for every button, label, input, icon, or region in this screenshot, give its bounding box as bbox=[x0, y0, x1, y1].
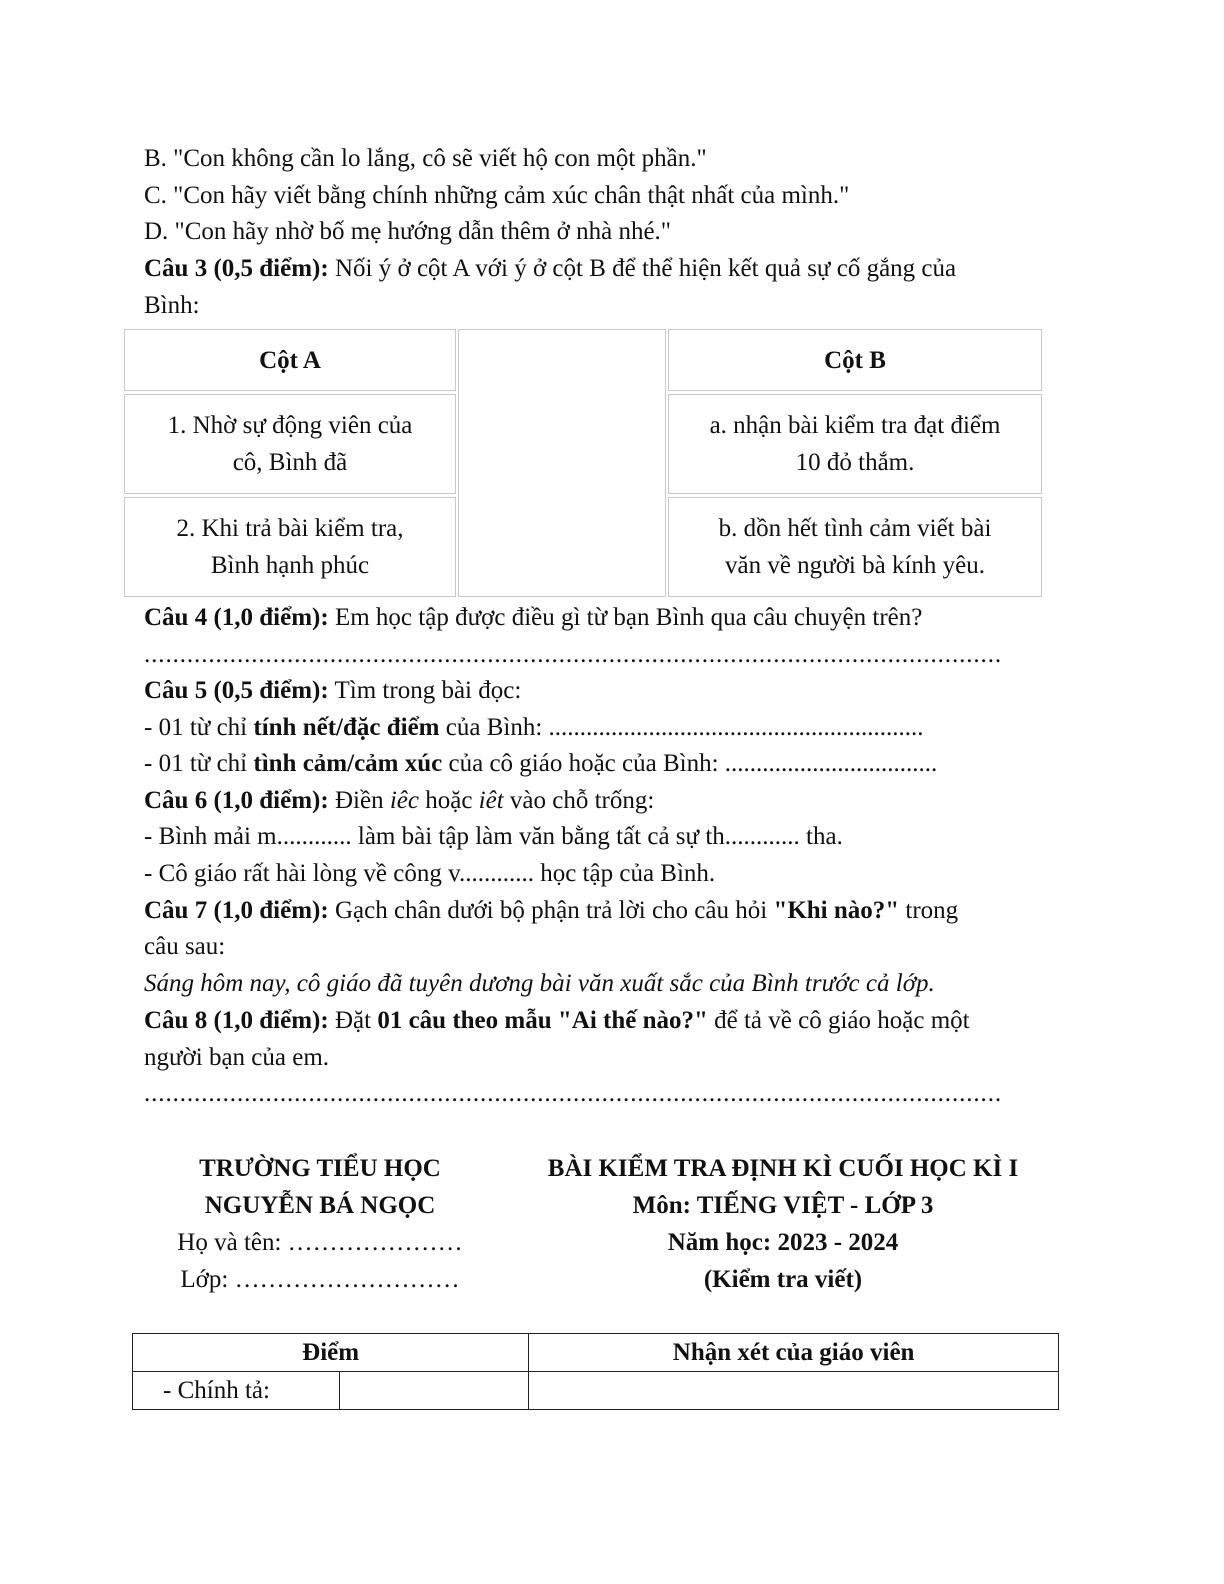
question-5-item-2 bbox=[144, 746, 937, 782]
teacher-comment-cell[interactable] bbox=[529, 1372, 1059, 1410]
question-5-text: Tìm trong bài đọc: bbox=[328, 677, 522, 704]
question-8 bbox=[144, 1003, 970, 1039]
item-prefix: - 01 từ chỉ bbox=[144, 750, 254, 777]
question-7-sentence bbox=[144, 966, 935, 1002]
question-3 bbox=[144, 251, 956, 287]
question-7-label: Câu 7 (1,0 điểm): bbox=[144, 897, 329, 924]
question-7 bbox=[144, 893, 958, 929]
option-b: B. "Con không cần lo lắng, cô sẽ viết hộ con một phần." bbox=[144, 145, 707, 172]
text: Gạch chân dưới bộ phận trả lời cho câu hỏi bbox=[328, 897, 774, 924]
text: vào chỗ trống: bbox=[503, 787, 655, 814]
score-header: Điểm bbox=[133, 1334, 529, 1372]
text: để tả về cô giáo hoặc một bbox=[707, 1007, 970, 1034]
question-3-text: Nối ý ở cột A với ý ở cột B để thể hiện kết quả sự cố gắng của bbox=[328, 255, 957, 282]
col-b-header: Cột B bbox=[668, 329, 1042, 391]
option-d: D. "Con hãy nhờ bố mẹ hướng dẫn thêm ở nhà nhé." bbox=[144, 218, 672, 245]
question-8-label: Câu 8 (1,0 điểm): bbox=[144, 1007, 329, 1034]
col-b-item-a: a. nhận bài kiểm tra đạt điểm 10 đỏ thắm. bbox=[668, 394, 1042, 494]
option-c: C. "Con hãy viết bằng chính những cảm xúc chân thật nhất của mình." bbox=[144, 182, 850, 209]
question-3-line2: Bình: bbox=[144, 292, 200, 319]
question-4 bbox=[144, 600, 922, 636]
question-6 bbox=[144, 783, 654, 819]
question-5-item-1 bbox=[144, 710, 924, 746]
option-iec: iêc bbox=[389, 787, 419, 814]
school-name-line2: NGUYỄN BÁ NGỌC bbox=[204, 1192, 436, 1219]
question-4-text: Em học tập được điều gì từ bạn Bình qua câu chuyện trên? bbox=[328, 604, 923, 631]
question-5-label: Câu 5 (0,5 điểm): bbox=[144, 677, 329, 704]
text: Đặt bbox=[328, 1007, 378, 1034]
item-prefix: - 01 từ chỉ bbox=[144, 714, 254, 741]
question-8-answer-line: ........................................................................................................................ bbox=[144, 1080, 1002, 1107]
col-a-item-2: 2. Khi trả bài kiểm tra, Bình hạnh phúc bbox=[124, 497, 456, 597]
text: hoặc bbox=[418, 787, 479, 814]
question-4-label: Câu 4 (1,0 điểm): bbox=[144, 604, 329, 631]
spelling-score-label: - Chính tả: bbox=[133, 1372, 340, 1410]
spelling-score-cell[interactable] bbox=[339, 1372, 529, 1410]
keyword: 01 câu theo mẫu "Ai thế nào?" bbox=[377, 1007, 708, 1034]
text: Điền bbox=[328, 787, 390, 814]
school-year: Năm học: 2023 - 2024 bbox=[667, 1229, 899, 1256]
exam-type: (Kiểm tra viết) bbox=[703, 1266, 863, 1293]
score-table bbox=[132, 1333, 1059, 1412]
question-5 bbox=[144, 673, 521, 709]
sentence: Sáng hôm nay, cô giáo đã tuyên dương bài văn xuất sắc của Bình trước cả lớp. bbox=[144, 970, 935, 997]
text: trong bbox=[899, 897, 959, 924]
item-keyword: tính nết/đặc điểm bbox=[253, 714, 440, 741]
class-field: Lớp: ……………………… bbox=[180, 1266, 460, 1293]
question-6-line-2: - Cô giáo rất hài lòng về công v............ học tập của Bình. bbox=[144, 860, 716, 887]
keyword: "Khi nào?" bbox=[773, 897, 900, 924]
option-iet: iêt bbox=[478, 787, 504, 814]
question-4-answer-line: ........................................................................................................................ bbox=[144, 641, 1002, 668]
item-suffix: của Bình: ............................................................ bbox=[439, 714, 924, 741]
student-name-field: Họ và tên: ………………… bbox=[177, 1229, 463, 1256]
exam-subject: Môn: TIẾNG VIỆT - LỚP 3 bbox=[632, 1192, 934, 1219]
question-3-label: Câu 3 (0,5 điểm): bbox=[144, 255, 329, 282]
col-b-item-b: b. dồn hết tình cảm viết bài văn về người bà kính yêu. bbox=[668, 497, 1042, 597]
item-suffix: của cô giáo hoặc của Bình: .................................. bbox=[442, 750, 938, 777]
exam-title: BÀI KIỂM TRA ĐỊNH KÌ CUỐI HỌC KÌ I bbox=[547, 1155, 1019, 1182]
teacher-comment-header: Nhận xét của giáo viên bbox=[529, 1334, 1059, 1372]
question-8-line2: người bạn của em. bbox=[144, 1044, 330, 1071]
school-name-line1: TRƯỜNG TIỂU HỌC bbox=[199, 1155, 441, 1182]
question-7-line2: câu sau: bbox=[144, 933, 226, 960]
spacer-column bbox=[458, 329, 666, 597]
item-keyword: tình cảm/cảm xúc bbox=[253, 750, 443, 777]
col-a-item-1: 1. Nhờ sự động viên của cô, Bình đã bbox=[124, 394, 456, 494]
question-6-label: Câu 6 (1,0 điểm): bbox=[144, 787, 329, 814]
col-a-header: Cột A bbox=[124, 329, 456, 391]
question-6-line-1: - Bình mải m............ làm bài tập làm văn bằng tất cả sự th............ tha. bbox=[144, 823, 843, 850]
